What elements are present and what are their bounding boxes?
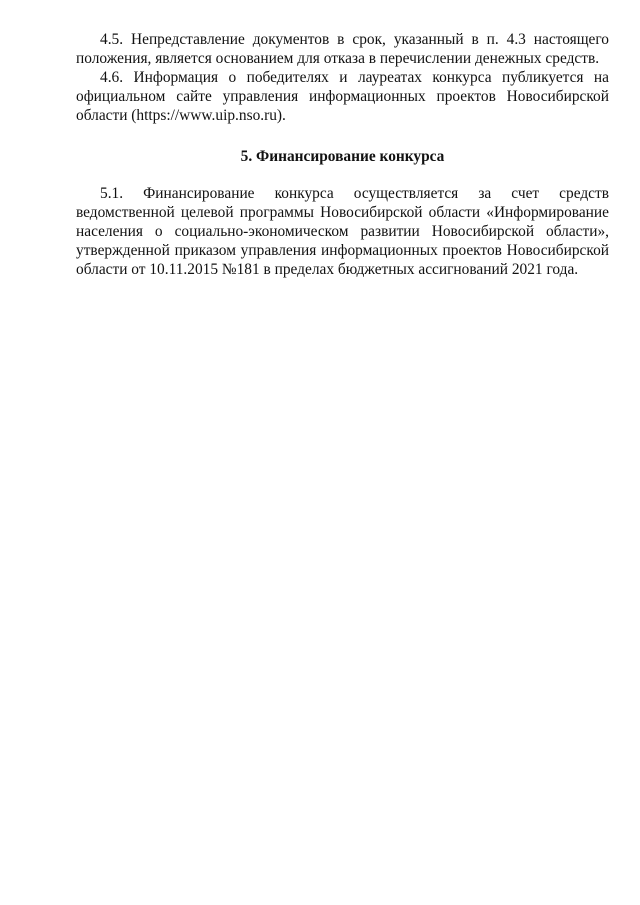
paragraph-4-5: 4.5. Непредставление документов в срок, указанный в п. 4.3 настоящего положения, является основанием для отказа в перечислении денежных средств.	[76, 31, 609, 67]
document-body	[76, 30, 609, 279]
section-heading-5: 5. Финансирование конкурса	[240, 148, 445, 165]
paragraph-5-1: 5.1. Финансирование конкурса осуществляется за счет средств ведомственной целевой программы Новосибирской области «Информирование населения о социально-экономическом развитии Новосибирской области», утвержденной приказом управления информационных проектов Новосибирской области от 10.11.2015 №181 в пределах бюджетных ассигнований 2021 года.	[76, 185, 609, 278]
paragraph-4-6: 4.6. Информация о победителях и лауреатах конкурса публикуется на официальном сайте управления информационных проектов Новосибирской области (https://www.uip.nso.ru).	[76, 69, 609, 124]
